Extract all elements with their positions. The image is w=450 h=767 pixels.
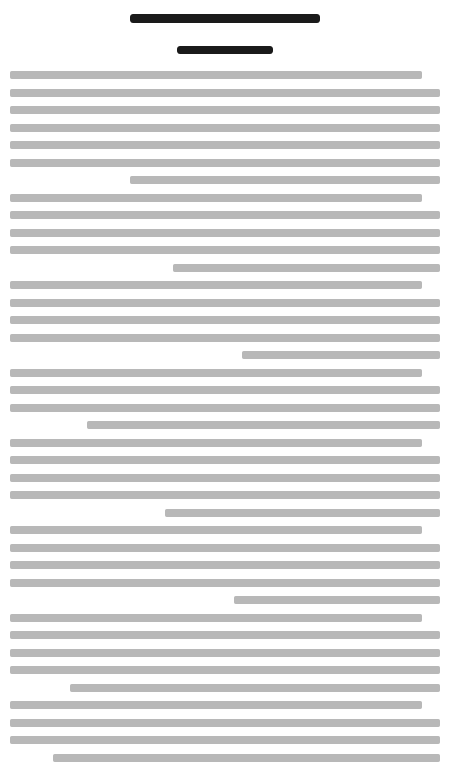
body-text-line bbox=[10, 434, 440, 452]
body-text-line bbox=[10, 661, 440, 679]
body-text-line bbox=[10, 644, 440, 662]
body-text-line bbox=[10, 189, 440, 207]
body-text-line bbox=[10, 486, 440, 504]
body-text-line bbox=[10, 119, 440, 137]
body-text-line bbox=[10, 469, 440, 487]
body-text-line bbox=[10, 539, 440, 557]
body-text-line bbox=[10, 731, 440, 749]
article-body bbox=[10, 66, 440, 766]
body-text-line bbox=[10, 381, 440, 399]
body-text-line bbox=[10, 591, 440, 609]
body-text-line bbox=[10, 749, 440, 767]
body-text-line bbox=[10, 224, 440, 242]
body-text-line bbox=[10, 136, 440, 154]
body-text-line bbox=[10, 311, 440, 329]
body-text-line bbox=[10, 504, 440, 522]
body-text-line bbox=[10, 294, 440, 312]
body-text-line bbox=[10, 154, 440, 172]
body-text-line bbox=[10, 66, 440, 84]
body-text-line bbox=[10, 276, 440, 294]
body-text-line bbox=[10, 241, 440, 259]
body-text-line bbox=[10, 626, 440, 644]
body-text-line bbox=[10, 84, 440, 102]
body-text-line bbox=[10, 206, 440, 224]
body-text-line bbox=[10, 679, 440, 697]
body-text-line bbox=[10, 329, 440, 347]
body-text-line bbox=[10, 101, 440, 119]
body-text-line bbox=[10, 574, 440, 592]
article-author-glyphs bbox=[177, 40, 273, 60]
body-text-line bbox=[10, 399, 440, 417]
body-text-line bbox=[10, 416, 440, 434]
body-text-line bbox=[10, 696, 440, 714]
body-text-line bbox=[10, 346, 440, 364]
body-text-line bbox=[10, 609, 440, 627]
article-title bbox=[0, 6, 450, 30]
article-author bbox=[0, 40, 450, 60]
body-text-line bbox=[10, 451, 440, 469]
body-text-line bbox=[10, 364, 440, 382]
body-text-line bbox=[10, 556, 440, 574]
article-title-glyphs bbox=[130, 6, 320, 30]
body-text-line bbox=[10, 171, 440, 189]
body-text-line bbox=[10, 714, 440, 732]
body-text-line bbox=[10, 521, 440, 539]
body-text-line bbox=[10, 259, 440, 277]
